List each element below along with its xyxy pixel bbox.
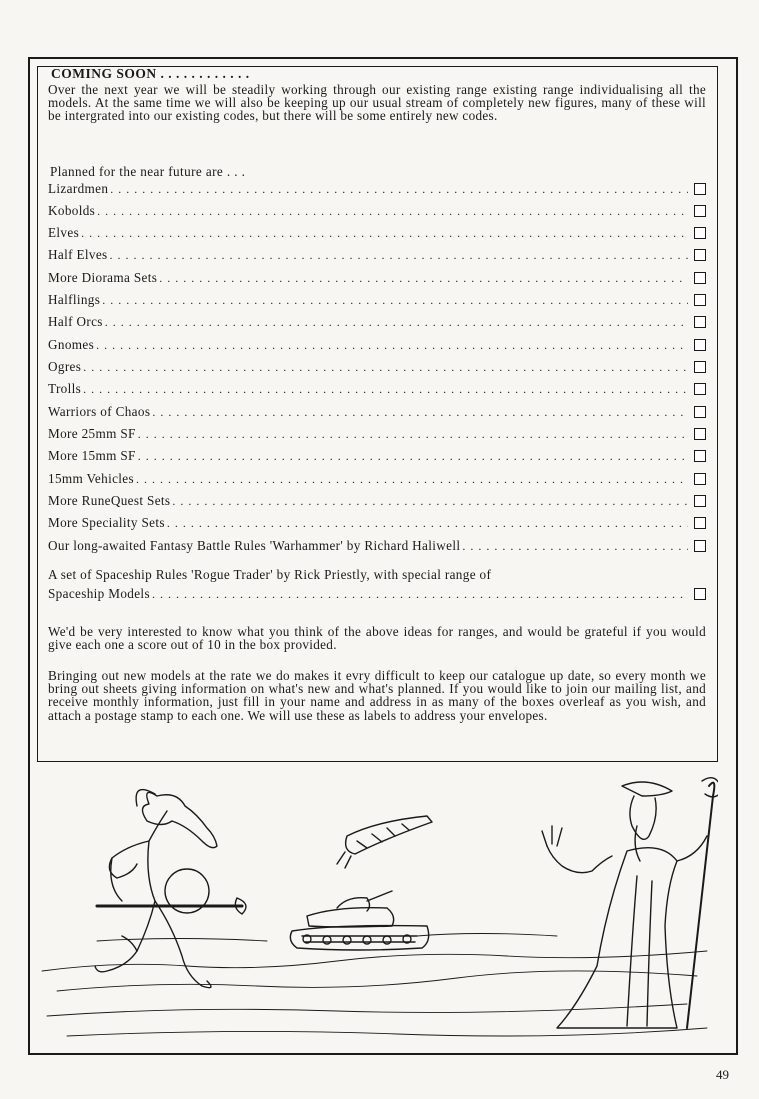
score-box[interactable] — [694, 450, 706, 462]
leader-dots — [83, 360, 688, 375]
score-box[interactable] — [694, 473, 706, 485]
fantasy-scene-illustration — [37, 766, 718, 1051]
leader-dots — [152, 405, 688, 420]
item-label: Spaceship Models — [48, 586, 150, 601]
item-label: 15mm Vehicles — [48, 471, 134, 486]
score-box[interactable] — [694, 540, 706, 552]
list-item — [48, 288, 706, 308]
leader-dots — [96, 338, 688, 353]
list-item — [48, 177, 706, 197]
score-box[interactable] — [694, 517, 706, 529]
list-item — [48, 422, 706, 442]
score-box[interactable] — [694, 227, 706, 239]
list-item — [48, 511, 706, 531]
list-item — [48, 377, 706, 397]
leader-dots — [102, 293, 688, 308]
feedback-paragraph: We'd be very interested to know what you think of the above ideas for ranges, and would be grateful if you would give each one a score out of 10 in the box provided. — [48, 624, 706, 653]
wizard-figure — [542, 778, 718, 1028]
beastman-figure — [95, 790, 246, 988]
item-label: More 15mm SF — [48, 448, 136, 463]
score-box[interactable] — [694, 183, 706, 195]
list-item — [48, 199, 706, 219]
score-box[interactable] — [694, 383, 706, 395]
leader-dots — [110, 182, 688, 197]
item-label: Our long-awaited Fantasy Battle Rules 'Warhammer' by Richard Haliwell — [48, 538, 461, 553]
rogue-trader-line1: A set of Spaceship Rules 'Rogue Trader' by Rick Priestly, with special range of — [48, 567, 492, 582]
page-number: 49 — [716, 1067, 729, 1082]
tank-drawing — [290, 891, 428, 950]
leader-dots — [105, 315, 688, 330]
item-label: Half Elves — [48, 247, 108, 262]
item-label: Trolls — [48, 381, 82, 396]
list-item — [48, 400, 706, 420]
list-item — [48, 221, 706, 241]
score-box[interactable] — [694, 339, 706, 351]
list-item — [48, 266, 706, 286]
list-item — [48, 333, 706, 353]
leader-dots — [172, 494, 688, 509]
item-label: Lizardmen — [48, 181, 109, 196]
list-item — [48, 534, 706, 554]
leader-dots — [83, 382, 688, 397]
score-box[interactable] — [694, 588, 706, 600]
list-item — [48, 467, 706, 487]
score-box[interactable] — [694, 495, 706, 507]
list-item — [48, 444, 706, 464]
leader-dots — [462, 539, 688, 554]
leader-dots — [167, 516, 688, 531]
score-box[interactable] — [694, 406, 706, 418]
list-item — [48, 582, 706, 602]
item-label: Ogres — [48, 359, 82, 374]
score-box[interactable] — [694, 249, 706, 261]
score-box[interactable] — [694, 205, 706, 217]
score-box[interactable] — [694, 361, 706, 373]
score-box[interactable] — [694, 316, 706, 328]
list-item — [48, 489, 706, 509]
score-box[interactable] — [694, 294, 706, 306]
list-item — [48, 355, 706, 375]
list-item — [48, 310, 706, 330]
ground-lines — [42, 934, 707, 1037]
item-label: More Speciality Sets — [48, 515, 165, 530]
leader-dots — [136, 472, 688, 487]
leader-dots — [81, 226, 688, 241]
intro-paragraph: Over the next year we will be steadily working through our existing range existing range individualising all the models. At the same time we will also be keeping up our usual stream of completely new figures, many of these will be intergrated into our existing codes, but there will be some entirely new codes. — [48, 82, 706, 124]
item-label: More RuneQuest Sets — [48, 493, 171, 508]
list-item — [48, 243, 706, 263]
leader-dots — [97, 204, 688, 219]
leader-dots — [138, 449, 688, 464]
item-label: Elves — [48, 225, 80, 240]
item-label: Gnomes — [48, 337, 95, 352]
item-label: More Diorama Sets — [48, 270, 158, 285]
item-label: Half Orcs — [48, 314, 103, 329]
score-box[interactable] — [694, 428, 706, 440]
coming-soon-heading: COMING SOON . . . . . . . . . . . . — [51, 66, 250, 81]
score-box[interactable] — [694, 272, 706, 284]
rocket-drawing — [337, 816, 432, 868]
item-label: Halflings — [48, 292, 101, 307]
item-label: Kobolds — [48, 203, 96, 218]
leader-dots — [110, 248, 688, 263]
leader-dots — [152, 587, 688, 602]
leader-dots — [159, 271, 688, 286]
mailing-list-paragraph: Bringing out new models at the rate we do makes it evry difficult to keep our catalogue up date, so every month we bring out sheets giving information on what's new and what's planned. If you would like to join our mailing list, and receive monthly information, just fill in your name and address in as many of the boxes overleaf as you wish, and attach a postage stamp to each one. We will use these as labels to address your envelopes. — [48, 668, 706, 723]
planned-intro: Planned for the near future are . . . — [50, 164, 246, 179]
item-label: Warriors of Chaos — [48, 404, 151, 419]
leader-dots — [138, 427, 688, 442]
item-label: More 25mm SF — [48, 426, 136, 441]
